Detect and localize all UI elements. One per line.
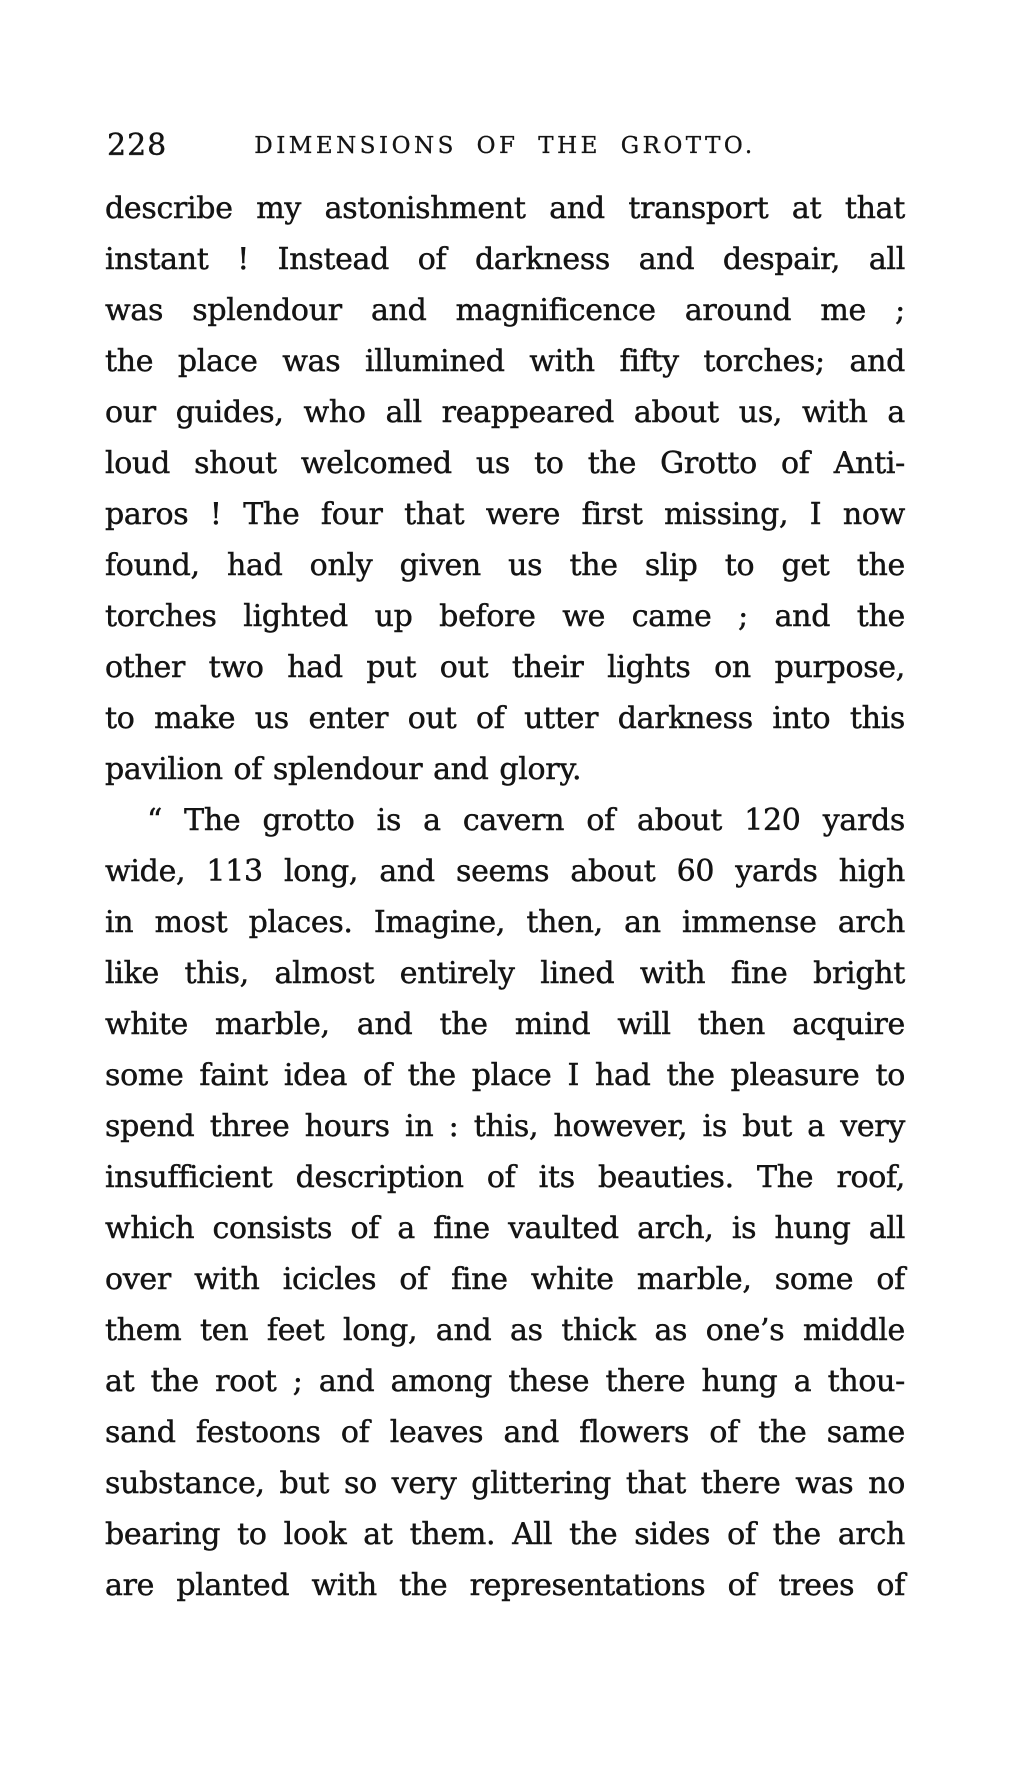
text-line: pavilion of splendour and glory. — [105, 752, 582, 787]
text-line: bearing to look at them. All the sides of the arch — [105, 1517, 905, 1552]
text-line: other two had put out their lights on purpose, — [105, 650, 905, 685]
text-line: in most places. Imagine, then, an immense arch — [105, 905, 905, 940]
text-line: instant ! Instead of darkness and despair, all — [105, 242, 905, 277]
text-line: to make us enter out of utter darkness into this — [105, 701, 905, 736]
text-line: insufficient description of its beauties. The roof, — [105, 1160, 905, 1195]
page-header — [105, 128, 905, 168]
text-line: found, had only given us the slip to get the — [105, 548, 905, 583]
text-line: are planted with the representations of trees of — [105, 1568, 905, 1603]
text-line: at the root ; and among these there hung a thou- — [105, 1364, 905, 1399]
text-line: sand festoons of leaves and flowers of the same — [105, 1415, 905, 1450]
text-line: white marble, and the mind will then acquire — [105, 1007, 905, 1042]
text-line: like this, almost entirely lined with fine bright — [105, 956, 905, 991]
text-line: substance, but so very glittering that there was no — [105, 1466, 905, 1501]
text-line: torches lighted up before we came ; and the — [105, 599, 905, 634]
text-line: paros ! The four that were first missing, I now — [105, 497, 905, 532]
page-number: 228 — [107, 128, 168, 163]
text-line: “ The grotto is a cavern of about 120 yards — [147, 803, 905, 838]
text-line: them ten feet long, and as thick as one’s middle — [105, 1313, 905, 1348]
text-line: which consists of a fine vaulted arch, is hung all — [105, 1211, 905, 1246]
text-line: some faint idea of the place I had the pleasure to — [105, 1058, 905, 1093]
text-line: wide, 113 long, and seems about 60 yards high — [105, 854, 905, 889]
text-line: over with icicles of fine white marble, some of — [105, 1262, 905, 1297]
running-title: DIMENSIONS OF THE GROTTO. — [254, 133, 756, 159]
text-line: was splendour and magnificence around me ; — [105, 293, 905, 328]
text-line: spend three hours in : this, however, is but a very — [105, 1109, 905, 1144]
page-body — [105, 183, 905, 1611]
text-line: describe my astonishment and transport at that — [105, 191, 905, 226]
text-line: the place was illumined with fifty torches; and — [105, 344, 905, 379]
text-line: our guides, who all reappeared about us, with a — [105, 395, 905, 430]
text-line: loud shout welcomed us to the Grotto of Anti- — [105, 446, 905, 481]
